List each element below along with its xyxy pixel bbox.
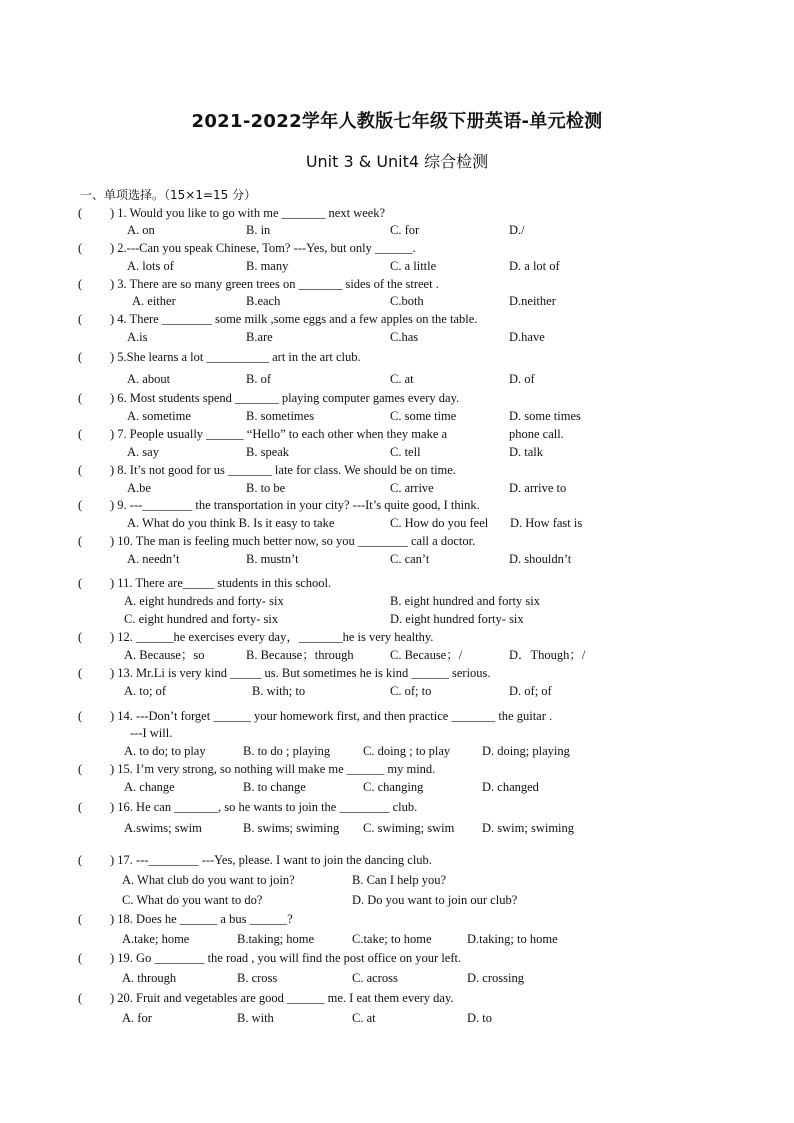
answer-option: B. in <box>246 223 271 237</box>
question-stem: ) 18. Does he ______ a bus ______? <box>110 912 293 926</box>
question-continuation: ---I will. <box>130 726 173 740</box>
question-stem: ) 1. Would you like to go with me _______ next week? <box>110 206 386 220</box>
answer-option: A. say <box>127 445 159 459</box>
answer-option: D. changed <box>482 780 539 794</box>
answer-option: A.is <box>127 330 148 344</box>
answer-blank[interactable]: ( <box>78 762 83 776</box>
answer-option: C. arrive <box>390 481 434 495</box>
answer-blank[interactable]: ( <box>78 534 83 548</box>
answer-option: A. Because；so <box>124 648 205 662</box>
answer-option: C. some time <box>390 409 457 423</box>
answer-option: D.have <box>509 330 545 344</box>
answer-option: D．Though；/ <box>509 648 586 662</box>
answer-option: C. tell <box>390 445 421 459</box>
question-stem: ) 16. He can _______, so he wants to join the ________ club. <box>110 800 418 814</box>
answer-option: C. eight hundred and forty- six <box>124 612 279 626</box>
answer-option: B.each <box>246 294 281 308</box>
question-stem: ) 4. There ________ some milk ,some eggs and a few apples on the table. <box>110 312 478 326</box>
question-stem: ) 3. There are so many green trees on _______ sides of the street . <box>110 277 439 291</box>
question-stem: ) 12. ______he exercises every day，_______he is very healthy. <box>110 630 434 644</box>
answer-blank[interactable]: ( <box>78 427 83 441</box>
question-stem: ) 17. ---________ ---Yes, please. I want to join the dancing club. <box>110 853 432 867</box>
answer-option: B. to do ; playing <box>243 744 331 758</box>
answer-option: B. to change <box>243 780 306 794</box>
answer-blank[interactable]: ( <box>78 312 83 326</box>
question-stem: ) 11. There are_____ students in this school. <box>110 576 332 590</box>
answer-blank[interactable]: ( <box>78 800 83 814</box>
answer-blank[interactable]: ( <box>78 277 83 291</box>
question-stem: ) 19. Go ________ the road , you will find the post office on your left. <box>110 951 462 965</box>
answer-blank[interactable]: ( <box>78 498 83 512</box>
answer-blank[interactable]: ( <box>78 206 83 220</box>
answer-option: C. What do you want to do? <box>122 893 263 907</box>
answer-option: B. Because；through <box>246 648 354 662</box>
answer-option: A.swims; swim <box>124 821 202 835</box>
answer-option: D. of; of <box>509 684 552 698</box>
answer-option: C.has <box>390 330 419 344</box>
answer-blank[interactable]: ( <box>78 241 83 255</box>
page-title: 2021-2022学年人教版七年级下册英语-单元检测 <box>191 111 603 132</box>
answer-option: D./ <box>509 223 525 237</box>
answer-blank[interactable]: ( <box>78 350 83 364</box>
answer-option: C. changing <box>363 780 424 794</box>
answer-option: A. to; of <box>124 684 167 698</box>
answer-option: C.both <box>390 294 424 308</box>
answer-option: D. some times <box>509 409 581 423</box>
answer-blank[interactable]: ( <box>78 463 83 477</box>
answer-option: A. either <box>132 294 176 308</box>
question-stem: ) 13. Mr.Li is very kind _____ us. But sometimes he is kind ______ serious. <box>110 666 491 680</box>
answer-option: B. of <box>246 372 271 386</box>
answer-option: D. shouldn’t <box>509 552 572 566</box>
answer-blank[interactable]: ( <box>78 991 83 1005</box>
answer-option: C. swiming; swim <box>363 821 455 835</box>
answer-option: A. through <box>122 971 177 985</box>
answer-option: D. swim; swiming <box>482 821 575 835</box>
answer-option: A. needn’t <box>127 552 180 566</box>
answer-option: D. doing; playing <box>482 744 570 758</box>
answer-option: A. lots of <box>127 259 174 273</box>
question-stem: ) 15. I’m very strong, so nothing will make me ______ my mind. <box>110 762 436 776</box>
answer-option: C. of; to <box>390 684 432 698</box>
answer-option: A. about <box>127 372 171 386</box>
answer-option: D. How fast is <box>510 516 583 530</box>
answer-option: C. How do you feel <box>390 516 489 530</box>
answer-option: B. many <box>246 259 289 273</box>
answer-option: A. to do; to play <box>124 744 206 758</box>
answer-blank[interactable]: ( <box>78 853 83 867</box>
answer-option: B. cross <box>237 971 278 985</box>
answer-option: C. at <box>390 372 414 386</box>
answer-option: D. to <box>467 1011 492 1025</box>
answer-option: C. across <box>352 971 398 985</box>
answer-option: B. Can I help you? <box>352 873 447 887</box>
answer-option: B. with <box>237 1011 274 1025</box>
answer-blank[interactable]: ( <box>78 912 83 926</box>
answer-option: C. doing ; to play <box>363 744 451 758</box>
answer-option: B. sometimes <box>246 409 315 423</box>
answer-option: A. on <box>127 223 155 237</box>
answer-option: B.are <box>246 330 273 344</box>
answer-option: C. for <box>390 223 420 237</box>
question-stem: ) 2.---Can you speak Chinese, Tom? ---Yes, but only ______. <box>110 241 416 255</box>
answer-option: B. mustn’t <box>246 552 299 566</box>
answer-option: D.taking; to home <box>467 932 558 946</box>
answer-option: C. can’t <box>390 552 430 566</box>
answer-option: D. a lot of <box>509 259 560 273</box>
question-stem: ) 20. Fruit and vegetables are good ______ me. I eat them every day. <box>110 991 454 1005</box>
answer-option: A. What club do you want to join? <box>122 873 295 887</box>
answer-option: C. Because；/ <box>390 648 463 662</box>
answer-option: B. with; to <box>252 684 306 698</box>
question-stem: ) 8. It’s not good for us _______ late for class. We should be on time. <box>110 463 456 477</box>
answer-blank[interactable]: ( <box>78 709 83 723</box>
answer-option: D. talk <box>509 445 544 459</box>
answer-option: C. at <box>352 1011 376 1025</box>
answer-option: D. crossing <box>467 971 524 985</box>
answer-option: D. arrive to <box>509 481 567 495</box>
answer-option: A. for <box>122 1011 152 1025</box>
answer-blank[interactable]: ( <box>78 576 83 590</box>
answer-option: B. speak <box>246 445 290 459</box>
question-stem: ) 5.She learns a lot __________ art in the art club. <box>110 350 361 364</box>
answer-option: B. eight hundred and forty six <box>390 594 540 608</box>
section-heading: 一、单项选择。（15×1=15 分） <box>80 188 257 202</box>
answer-option: B. to be <box>246 481 286 495</box>
question-continuation: phone call. <box>509 427 564 441</box>
question-stem: ) 7. People usually ______ “Hello” to each other when they make a <box>110 427 448 441</box>
answer-option: D. of <box>509 372 535 386</box>
answer-option: A.take; home <box>122 932 190 946</box>
answer-option: B.taking; home <box>237 932 315 946</box>
answer-option: A.be <box>127 481 151 495</box>
question-stem: ) 9. ---________ the transportation in your city? ---It’s quite good, I think. <box>110 498 480 512</box>
answer-blank[interactable]: ( <box>78 666 83 680</box>
question-stem: ) 6. Most students spend _______ playing computer games every day. <box>110 391 460 405</box>
page-subtitle: Unit 3 & Unit4 综合检测 <box>305 152 489 171</box>
answer-option: B. swims; swiming <box>243 821 340 835</box>
answer-blank[interactable]: ( <box>78 391 83 405</box>
answer-blank[interactable]: ( <box>78 951 83 965</box>
answer-option: A. change <box>124 780 175 794</box>
question-stem: ) 14. ---Don’t forget ______ your homework first, and then practice _______ the guitar . <box>110 709 553 723</box>
answer-option: A. What do you think B. Is it easy to take <box>127 516 335 530</box>
answer-option: A. eight hundreds and forty- six <box>124 594 284 608</box>
answer-option: D.neither <box>509 294 556 308</box>
answer-blank[interactable]: ( <box>78 630 83 644</box>
answer-option: D. eight hundred forty- six <box>390 612 524 626</box>
question-stem: ) 10. The man is feeling much better now, so you ________ call a doctor. <box>110 534 476 548</box>
answer-option: A. sometime <box>127 409 191 423</box>
answer-option: C.take; to home <box>352 932 432 946</box>
answer-option: C. a little <box>390 259 437 273</box>
answer-option: D. Do you want to join our club? <box>352 893 518 907</box>
